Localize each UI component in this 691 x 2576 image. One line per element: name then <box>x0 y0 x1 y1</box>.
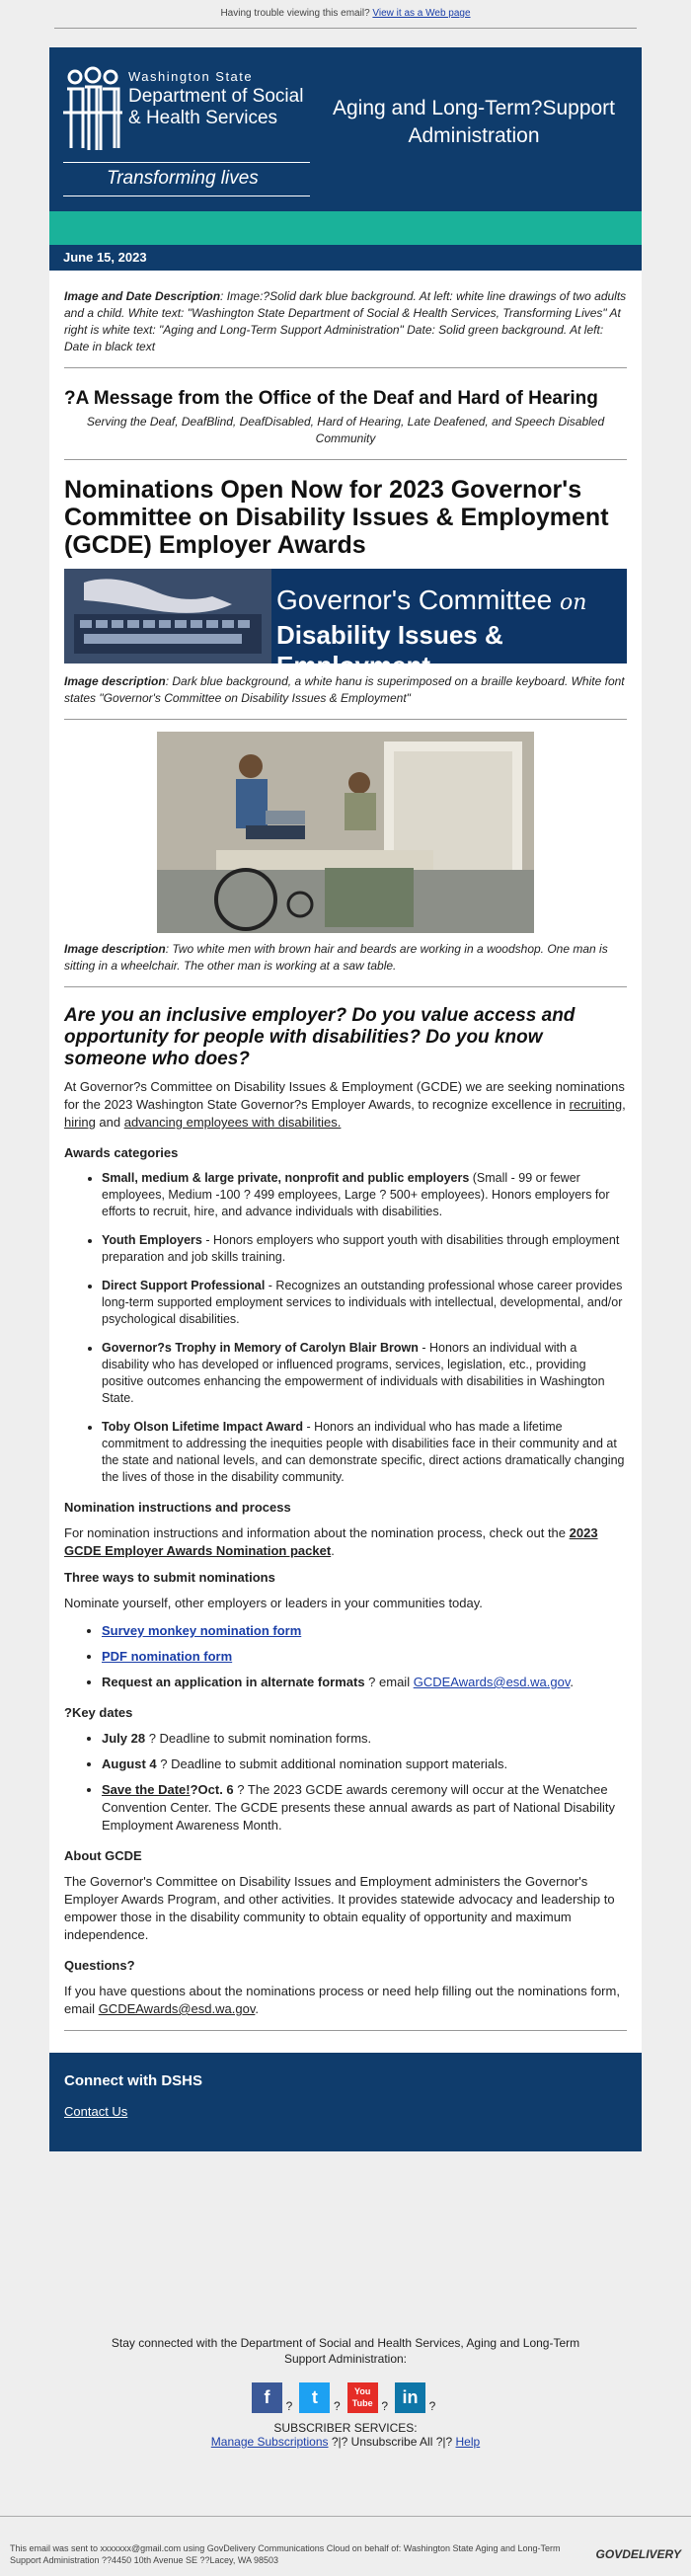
family-logo-icon <box>63 67 122 152</box>
divider <box>64 459 627 460</box>
questions-email-link[interactable]: GCDEAwards@esd.wa.gov <box>98 2001 256 2016</box>
dshs-logo <box>63 63 310 196</box>
help-link[interactable]: Help <box>455 2435 481 2449</box>
twitter-icon[interactable]: t <box>299 2382 330 2413</box>
govdelivery-logo[interactable]: GOVDELIVERY <box>595 2547 681 2561</box>
logo-tagline: Transforming lives <box>107 168 259 189</box>
questions-heading: Questions? <box>64 1958 135 1973</box>
ways-heading: Three ways to submit nominations <box>64 1570 275 1585</box>
nomination-heading: Nomination instructions and process <box>64 1500 291 1515</box>
manage-subscriptions-link[interactable]: Manage Subscriptions <box>210 2435 329 2449</box>
list-item <box>102 1622 627 1640</box>
pdf-form-link[interactable]: PDF nomination form <box>102 1649 233 1664</box>
awards-list <box>64 1170 627 1486</box>
list-item: • Save the Date!?Oct. 6 ? The 2023 GCDE awards ceremony will occur at the Wenatchee Convention Center. The GCDE presents these annual awards as part of National Disability Employment Awareness Month. <box>102 1781 627 1834</box>
logo-line2: & Health Services <box>128 108 278 128</box>
questions-paragraph: If you have questions about the nominations process or need help filling out the nominations form, email GCDEAwards@esd.wa.gov. <box>64 1984 620 2016</box>
survey-monkey-link[interactable]: Survey monkey nomination form <box>102 1623 302 1638</box>
image-description-header: Image and Date Description: Image:?Solid dark blue background. At left: white line drawings of two adults and a child. White text: "Washington State Department of Social & Health Services, Transforming Lives" At right is white text: "Aging and Long-Term Support Administration" Date: Solid green background. At left: Date in black text <box>64 289 627 353</box>
award-item: • Toby Olson Lifetime Impact Award - Honors an individual who has made a lifetime commitment to addressing the inequities people with disabilities face in their community and at the state and national levels, and can demonstrate specific, direct actions dramatically changing the lives of those in the disability community. <box>102 1419 627 1486</box>
banner-line1: Governor's Committee <box>276 585 553 615</box>
gcde-email-link[interactable]: GCDEAwards@esd.wa.gov <box>413 1675 571 1689</box>
about-paragraph: The Governor's Committee on Disability Issues and Employment administers the Governor's Employer Awards Program, and other activities. It provides statewide advocacy and leadership to empower those in the disability community to obtain equality of opportunity and maximum independence. <box>64 1874 615 1942</box>
award-item: • Governor?s Trophy in Memory of Carolyn Blair Brown - Honors an individual with a disability who has developed or influenced programs, services, legislation, etc., providing positive outcomes enhancing the empowerment of individuals with disabilities in Washington State. <box>102 1340 627 1407</box>
divider <box>64 2030 627 2031</box>
green-bar <box>49 211 642 245</box>
header-banner <box>49 47 642 211</box>
banner-on: on <box>560 590 587 615</box>
contact-us-link[interactable]: Contact Us <box>64 2104 128 2119</box>
sent-to-text: This email was sent to xxxxxxx@gmail.com using GovDelivery Communications Cloud on behalf of: Washington State Aging and Long-Term Support Administration ??4450 10th Avenue SE ??Lacey, WA 98503 <box>10 2543 561 2565</box>
issue-date: June 15, 2023 <box>63 250 147 265</box>
image-description-photo: Image description: Two white men with brown hair and beards are working in a woodshop. One man is sitting in a wheelchair. The other man is working at a saw table. <box>64 942 608 973</box>
gcde-banner-image <box>64 569 627 680</box>
linkedin-icon[interactable]: in <box>395 2382 425 2413</box>
date-bar <box>49 245 642 271</box>
intro-paragraph: At Governor?s Committee on Disability Issues & Employment (GCDE) we are seeking nominations for the 2023 Washington State Governor?s Employer Awards, to recognize excellence in recruiting, hiring and advancing employees with disabilities. <box>64 1079 626 1130</box>
about-heading: About GCDE <box>64 1848 142 1863</box>
list-item: • July 28 ? Deadline to submit nomination forms. <box>102 1730 627 1748</box>
ways-list <box>64 1622 627 1691</box>
preheader <box>0 0 691 28</box>
office-subtitle: Serving the Deaf, DeafBlind, DeafDisabled, Hard of Hearing, Late Deafened, and Speech Disabled Community <box>86 415 605 445</box>
logo-line1: Department of Social <box>128 86 304 107</box>
ways-paragraph: Nominate yourself, other employers or leaders in your communities today. <box>64 1596 483 1610</box>
connect-title: Connect with DSHS <box>64 2072 203 2089</box>
braille-keyboard-icon <box>64 569 271 664</box>
award-item: • Direct Support Professional - Recognizes an outstanding professional whose career provides long-term supported employment services to individuals with intellectual, developmental, and/or psychological disabilities. <box>102 1278 627 1328</box>
award-item: • Small, medium & large private, nonprofit and public employers (Small - 99 or fewer employees, Medium -100 ? 499 employees, Large ? 500+ employees). Honors employers for efforts to recruit, hire, and advance individuals with disabilities. <box>102 1170 627 1220</box>
image-description-banner: Image description: Dark blue background, a white hand is superimposed on a braille keyboard. White font states "Governor's Committee on Disability Issues & Employment" <box>64 674 625 705</box>
advancing-employees-link[interactable]: advancing employees with disabilities. <box>123 1115 342 1130</box>
social-links: f ? t ? You Tube ? in ? <box>49 2382 642 2413</box>
divider <box>64 719 627 720</box>
youtube-icon[interactable]: You Tube <box>347 2382 378 2413</box>
woodshop-photo-icon <box>157 732 534 933</box>
list-item <box>102 1648 627 1666</box>
list-item: • Request an application in alternate formats ? email GCDEAwards@esd.wa.gov. <box>102 1674 627 1691</box>
top-divider <box>54 28 637 29</box>
email-body <box>49 47 642 2151</box>
awards-heading: Awards categories <box>64 1145 179 1160</box>
subscriber-label: SUBSCRIBER SERVICES: <box>273 2421 418 2435</box>
banner-line2: Disability Issues & Employment <box>276 620 503 680</box>
logo-state: Washington State <box>128 69 254 84</box>
content <box>49 288 642 2031</box>
preheader-text: Having trouble viewing this email? <box>220 8 370 19</box>
view-web-link[interactable]: View it as a Web page <box>372 8 471 19</box>
bottom-divider <box>0 2516 691 2517</box>
divider <box>64 367 627 368</box>
connect-section <box>49 2053 642 2151</box>
hiring-link[interactable]: hiring <box>64 1115 96 1130</box>
award-item: • Youth Employers - Honors employers who support youth with disabilities through employment preparation and job skills training. <box>102 1232 627 1266</box>
header-title: Aging and Long-Term?Support Administration <box>332 97 616 147</box>
facebook-icon[interactable]: f <box>252 2382 282 2413</box>
stay-connected-text: Stay connected with the Department of Social and Health Services, Aging and Long-Term Support Administration: <box>111 2336 580 2366</box>
office-title: ?A Message from the Office of the Deaf and Hard of Hearing <box>64 388 598 409</box>
main-title: Nominations Open Now for 2023 Governor's Committee on Disability Issues & Employment (GCDE) Employer Awards <box>64 476 609 559</box>
nomination-packet-link[interactable]: 2023 GCDE Employer Awards Nomination packet <box>64 1525 598 1558</box>
divider <box>64 986 627 987</box>
key-dates-list <box>64 1730 627 1834</box>
footer <box>49 2335 642 2449</box>
recruiting-link[interactable]: recruiting <box>569 1097 623 1112</box>
woodshop-photo <box>157 732 534 933</box>
question-heading: Are you an inclusive employer? Do you value access and opportunity for people with disabilities? Do you know someone who does? <box>64 1005 576 1069</box>
list-item: • August 4 ? Deadline to submit additional nomination support materials. <box>102 1756 627 1773</box>
key-dates-heading: ?Key dates <box>64 1705 133 1720</box>
subscriber-services: SUBSCRIBER SERVICES: Manage Subscriptions ?|? Unsubscribe All ?|? Help <box>49 2421 642 2449</box>
nomination-paragraph: For nomination instructions and information about the nomination process, check out the 2023 GCDE Employer Awards Nomination packet. <box>64 1525 598 1558</box>
